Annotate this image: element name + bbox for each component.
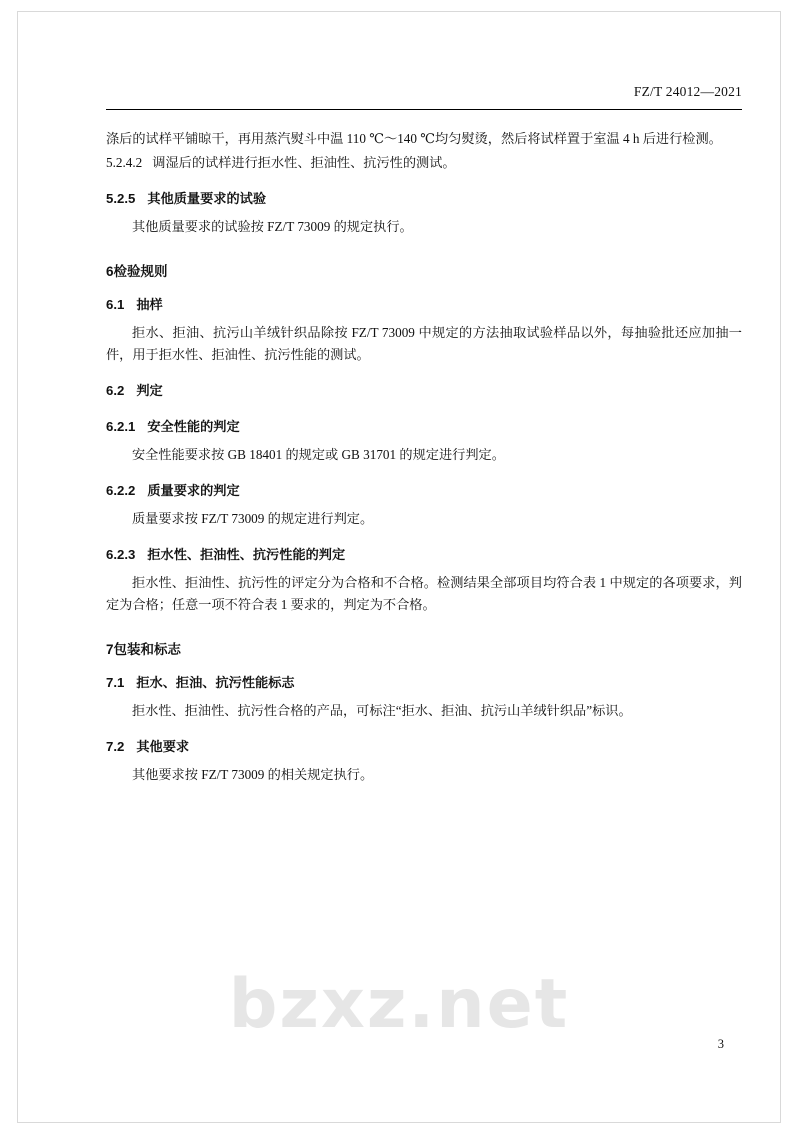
page-number: 3 (717, 1037, 724, 1051)
clause-heading-7-1 (106, 672, 742, 694)
header-rule (106, 109, 742, 110)
clause-6-2-title: 判定 (136, 383, 163, 398)
paragraph-6-2-2: 质量要求按 FZ/T 73009 的规定进行判定。 (132, 511, 374, 526)
watermark: bzxz.net (228, 965, 570, 1044)
clause-7-1-number: 7.1 (106, 675, 125, 690)
page-content (106, 84, 742, 786)
clause-6-2-2-number: 6.2.2 (106, 483, 136, 498)
clause-heading-6-2-1 (106, 416, 742, 438)
clause-6-2-2-title: 质量要求的判定 (147, 483, 240, 498)
clause-7-1-title: 拒水、拒油、抗污性能标志 (136, 675, 295, 690)
clause-5-2-4-2-number: 5.2.4.2 (106, 155, 143, 170)
clause-6-1-number: 6.1 (106, 297, 125, 312)
paragraph-5-2-4-1-cont: 涤后的试样平铺晾干，再用蒸汽熨斗中温 110 ℃～140 ℃均匀熨烫，然后将试样置于室温 4 h 后进行检测。 (106, 131, 722, 146)
standard-code: FZ/T 24012—2021 (633, 84, 742, 99)
paragraph-6-2-3: 拒水性、拒油性、抗污性的评定分为合格和不合格。检测结果全部项目均符合表 1 中规定的各项要求，判定为合格；任意一项不符合表 1 要求的，判定为不合格。 (106, 575, 742, 612)
clause-5-2-4-2-text: 调湿后的试样进行拒水性、拒油性、抗污性的测试。 (152, 155, 456, 170)
paragraph-6-2-1: 安全性能要求按 GB 18401 的规定或 GB 31701 的规定进行判定。 (132, 447, 505, 462)
clause-heading-7 (106, 638, 742, 658)
clause-5-2-5-title: 其他质量要求的试验 (147, 191, 267, 206)
clause-7-number: 7 (106, 642, 114, 657)
clause-5-2-4-2 (106, 152, 742, 174)
clause-6-1-title: 抽样 (136, 297, 163, 312)
paragraph-5-2-5: 其他质量要求的试验按 FZ/T 73009 的规定执行。 (132, 219, 413, 234)
page-header (106, 84, 742, 106)
clause-6-2-3-title: 拒水性、拒油性、抗污性能的判定 (147, 547, 346, 562)
clause-heading-5-2-5 (106, 188, 742, 210)
clause-5-2-5-number: 5.2.5 (106, 191, 136, 206)
clause-7-2-title: 其他要求 (136, 739, 190, 754)
clause-6-number: 6 (106, 264, 114, 279)
clause-7-2-number: 7.2 (106, 739, 125, 754)
clause-6-2-1-title: 安全性能的判定 (147, 419, 240, 434)
clause-7-title: 包装和标志 (113, 642, 182, 657)
page-sheet (18, 12, 780, 1122)
clause-6-2-1-number: 6.2.1 (106, 419, 136, 434)
clause-heading-6 (106, 260, 742, 280)
paragraph-6-1: 拒水、拒油、抗污山羊绒针织品除按 FZ/T 73009 中规定的方法抽取试验样品以外，每抽验批还应加抽一件，用于拒水性、拒油性、抗污性能的测试。 (106, 325, 742, 362)
paragraph-7-1: 拒水性、拒油性、抗污性合格的产品，可标注“拒水、拒油、抗污山羊绒针织品”标识。 (132, 703, 632, 718)
paragraph-7-2: 其他要求按 FZ/T 73009 的相关规定执行。 (132, 767, 374, 782)
clause-heading-6-2 (106, 380, 742, 402)
clause-heading-7-2 (106, 736, 742, 758)
clause-heading-6-2-2 (106, 480, 742, 502)
clause-heading-6-1 (106, 294, 742, 316)
clause-6-2-number: 6.2 (106, 383, 125, 398)
clause-heading-6-2-3 (106, 544, 742, 566)
clause-6-title: 检验规则 (113, 264, 168, 279)
clause-6-2-3-number: 6.2.3 (106, 547, 136, 562)
